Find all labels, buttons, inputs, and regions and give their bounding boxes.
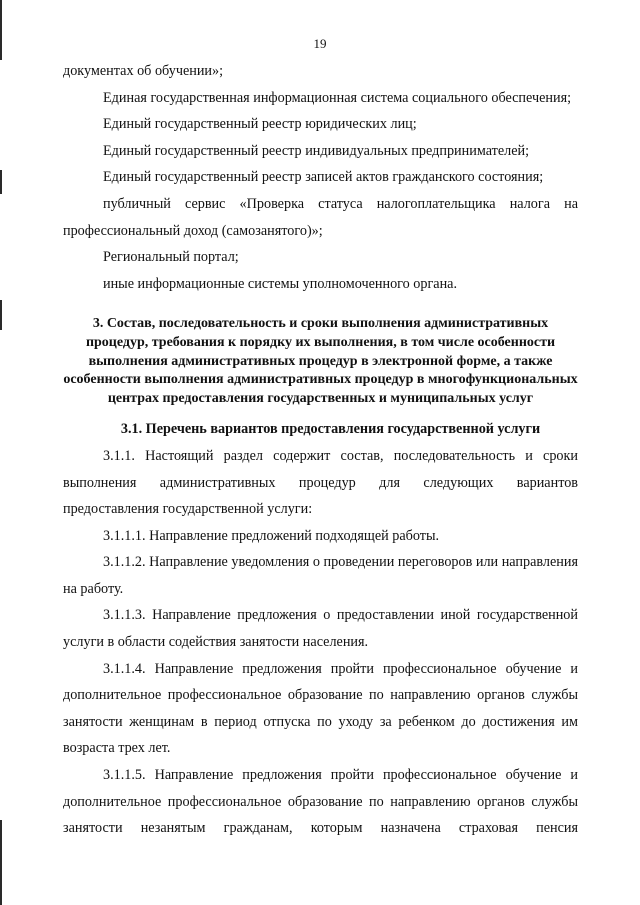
scan-edge-mark: [0, 170, 2, 194]
paragraph: иные информационные системы уполномоченного органа.: [103, 275, 458, 292]
paragraph: Региональный портал;: [103, 249, 239, 266]
paragraph: 3.1.1.4. Направление предложения пройти профессиональное обучение и дополнительное профессиональное образование по направлению органов службы занятости женщинам в период отпуска по уходу за ребенком до достижения им возраста трех лет.: [63, 660, 578, 757]
paragraph: документах об обучении»;: [63, 63, 224, 79]
paragraph: Единый государственный реестр юридических лиц;: [103, 116, 417, 133]
paragraph: 3.1.1. Настоящий раздел содержит состав, последовательность и сроки выполнения административных процедур для следующих вариантов предоставления государственной услуги:: [63, 447, 578, 518]
paragraph: Единый государственный реестр индивидуальных предпринимателей;: [103, 142, 530, 159]
scan-edge-mark: [0, 300, 2, 330]
document-body: [63, 58, 578, 842]
paragraph: Единый государственный реестр записей актов гражданского состояния;: [103, 169, 544, 186]
section-heading: 3. Состав, последовательность и сроки выполнения административных процедур, требования к порядку их выполнения, в том числе особенности выполнения административных процедур в электронной форме, а также особенности выполнения административных процедур в многофункциональных центрах предоставления государственных и муниципальных услуг: [63, 316, 578, 406]
paragraph: 3.1.1.5. Направление предложения пройти профессиональное обучение и дополнительное профессиональное образование по направлению органов службы занятости незанятым гражданам, которым назначена страховая пенсия: [63, 767, 578, 837]
paragraph: 3.1.1.1. Направление предложений подходящей работы.: [103, 527, 440, 544]
scan-edge-mark: [0, 820, 2, 905]
page-number: 19: [313, 36, 327, 51]
paragraph: 3.1.1.2. Направление уведомления о проведении переговоров или направления на работу.: [63, 554, 578, 597]
paragraph: публичный сервис «Проверка статуса налогоплательщика налога на профессиональный доход (самозанятого)»;: [63, 195, 578, 239]
subsection-heading: 3.1. Перечень вариантов предоставления государственной услуги: [120, 421, 541, 438]
paragraph: Единая государственная информационная система социального обеспечения;: [103, 89, 572, 106]
paragraph: 3.1.1.3. Направление предложения о предоставлении иной государственной услуги в области содействия занятости населения.: [63, 607, 578, 651]
